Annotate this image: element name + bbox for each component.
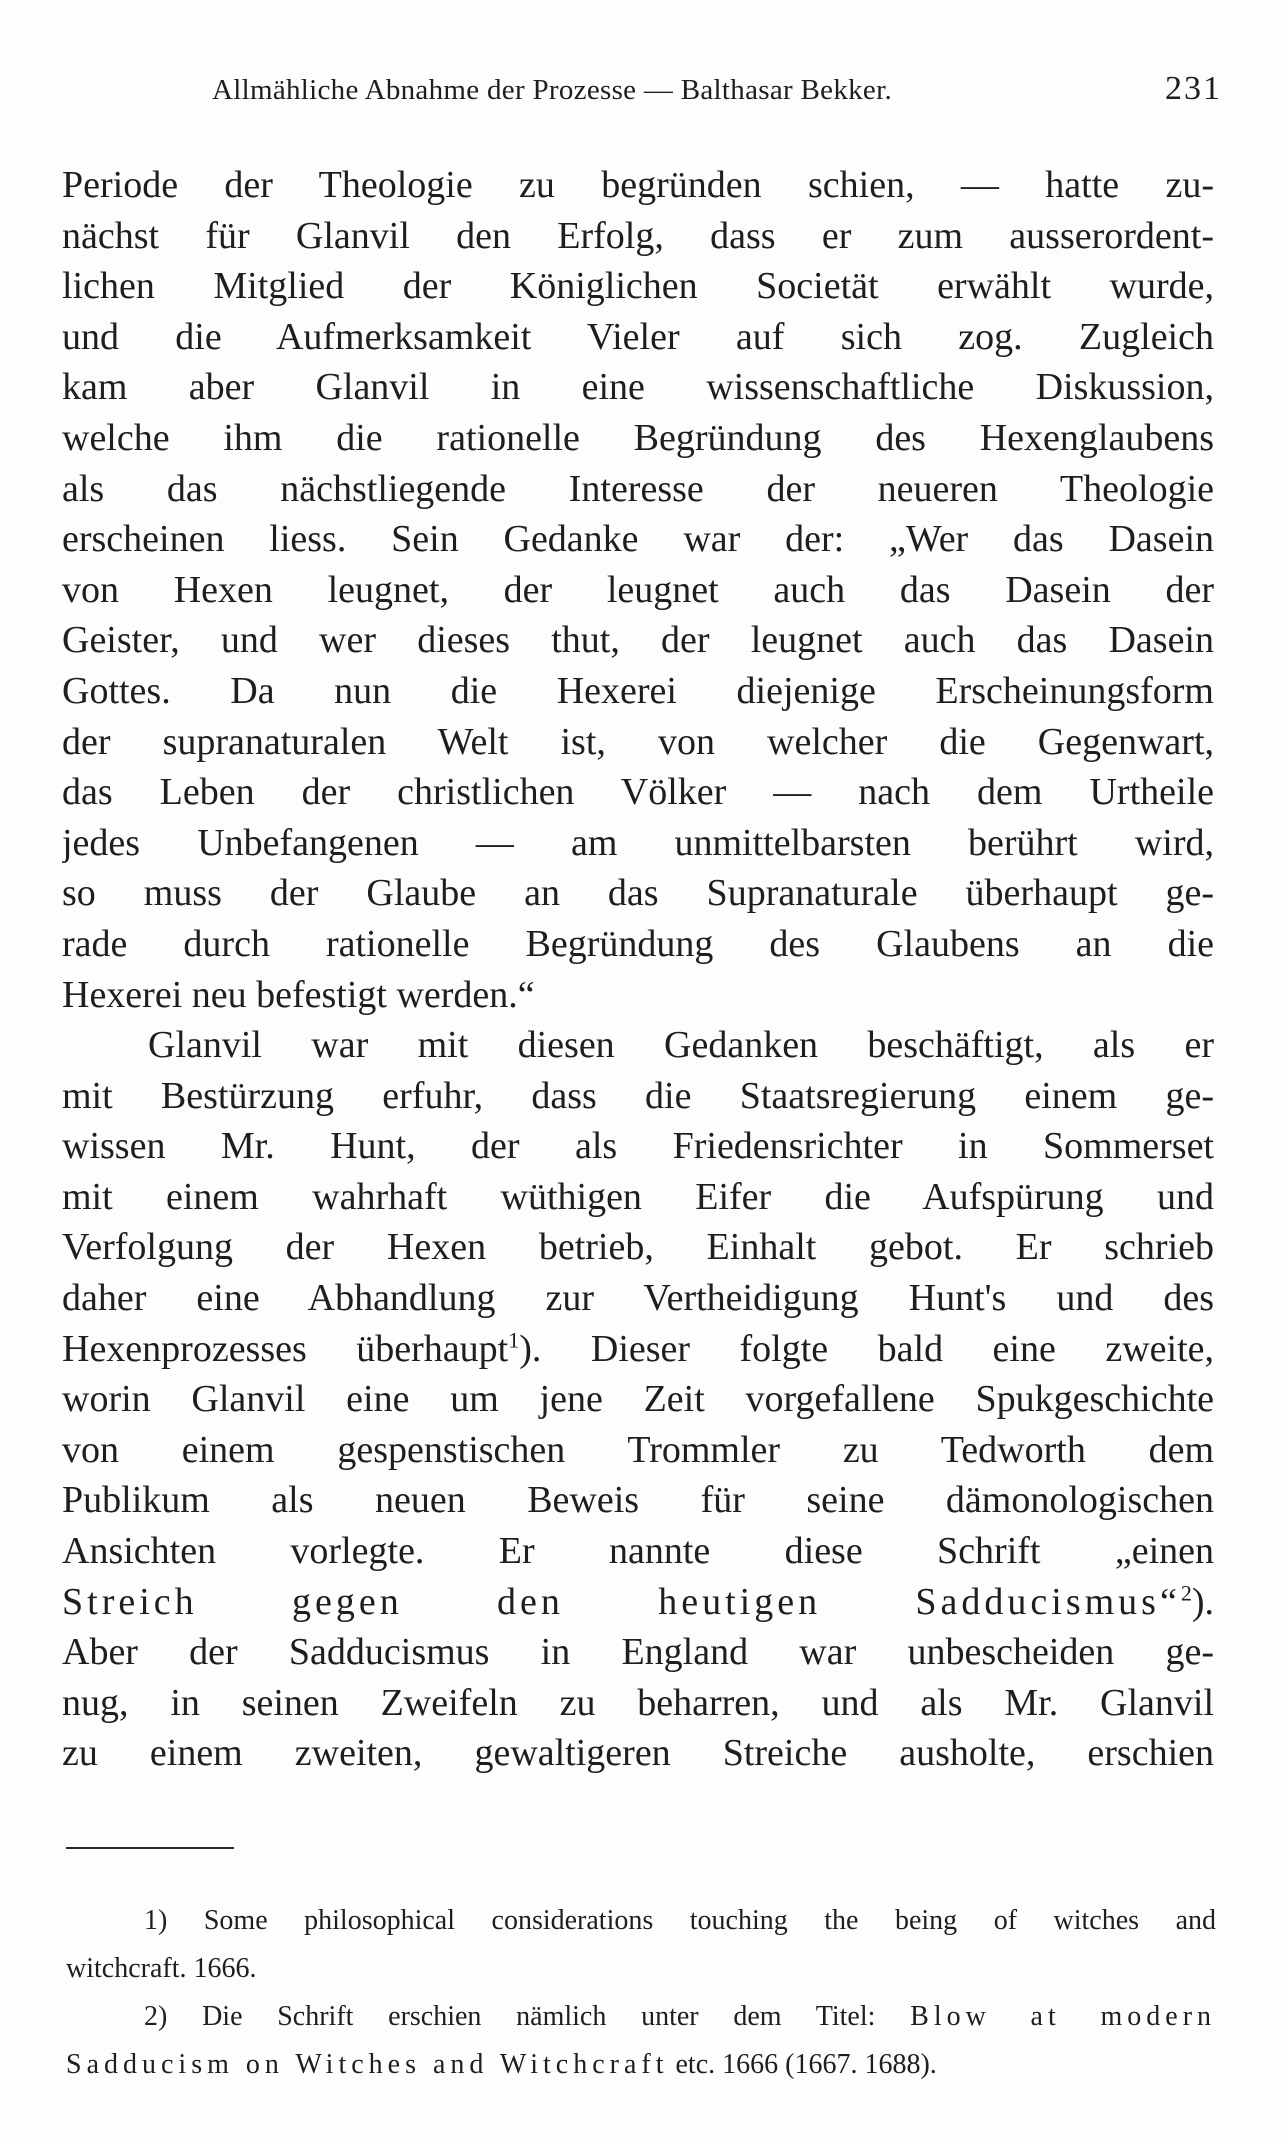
text-line: Publikum als neuen Beweis für seine dämonologischen [62, 1479, 1214, 1522]
text-line: daher eine Abhandlung zur Vertheidigung Hunt's und des [62, 1277, 1214, 1320]
footnote-reference: 2 [1180, 1579, 1192, 1605]
text-line: Periode der Theologie zu begründen schien, — hatte zu- [62, 164, 1214, 206]
footnote-1 [66, 1897, 1216, 1945]
text-segment: Streich gegen den heutigen Sadducismus“ [62, 1580, 1181, 1623]
footnote-1-continuation: witchcraft. 1666. [66, 1953, 257, 1984]
page-number: 231 [1165, 70, 1222, 107]
footnote-2 [66, 1993, 1216, 2041]
text-line: lichen Mitglied der Königlichen Societät erwählt wurde, [62, 265, 1214, 308]
text-line: von einem gespenstischen Trommler zu Tedworth dem [62, 1428, 1214, 1471]
text-line: welche ihm die rationelle Begründung des Hexenglaubens [62, 416, 1214, 459]
text-line: rade durch rationelle Begründung des Glaubens an die [62, 922, 1214, 965]
text-segment: Hexenprozesses überhaupt [62, 1327, 509, 1370]
text-segment: ). [1191, 1580, 1214, 1623]
footnote-marker: 2) [144, 2001, 168, 2032]
text-line: nächst für Glanvil den Erfolg, dass er zum ausserordent- [62, 214, 1214, 257]
footnote-text: Die Schrift erschien nämlich unter dem Titel: [202, 2001, 876, 2032]
footnote-separator [66, 1847, 234, 1849]
text-line: von Hexen leugnet, der leugnet auch das Dasein der [62, 568, 1214, 611]
text-line: Ansichten vorlegte. Er nannte diese Schrift „einen [62, 1530, 1214, 1573]
text-line: mit Bestürzung erfuhr, dass die Staatsregierung einem ge- [62, 1074, 1214, 1117]
text-line: zu einem zweiten, gewaltigeren Streiche ausholte, erschien [62, 1732, 1214, 1775]
text-line: so muss der Glaube an das Supranaturale überhaupt ge- [62, 872, 1214, 915]
text-line: der supranaturalen Welt ist, von welcher die Gegenwart, [62, 720, 1214, 763]
footnote-reference: 1 [508, 1327, 520, 1352]
text-line: und die Aufmerksamkeit Vieler auf sich zog. Zugleich [62, 315, 1214, 358]
text-line [62, 1324, 1214, 1375]
text-line: worin Glanvil eine um jene Zeit vorgefallene Spukgeschichte [62, 1378, 1214, 1421]
footnote-marker: 1) [144, 1905, 168, 1936]
text-line: erscheinen liess. Sein Gedanke war der: „Wer das Dasein [62, 518, 1214, 561]
text-line: kam aber Glanvil in eine wissenschaftliche Diskussion, [62, 366, 1214, 409]
text-line: wissen Mr. Hunt, der als Friedensrichter in Sommerset [62, 1125, 1214, 1168]
text-line: Verfolgung der Hexen betrieb, Einhalt gebot. Er schrieb [62, 1226, 1214, 1269]
footnote-title: Sadducism on Witches and Witchcraft [66, 2049, 669, 2080]
text-segment: ). Dieser folgte bald eine zweite, [519, 1327, 1214, 1370]
footnote-title: Blow at modern [910, 2001, 1216, 2032]
text-line: als das nächstliegende Interesse der neueren Theologie [62, 467, 1214, 510]
main-text [62, 160, 1214, 1779]
text-line: Geister, und wer dieses thut, der leugnet auch das Dasein [62, 619, 1214, 662]
page-header [212, 66, 1222, 116]
footnote-text: Some philosophical considerations touching the being of witches and [203, 1905, 1216, 1936]
text-line: nug, in seinen Zweifeln zu beharren, und als Mr. Glanvil [62, 1681, 1214, 1724]
running-title: Allmähliche Abnahme der Prozesse — Balthasar Bekker. [212, 74, 892, 106]
footnote-text: etc. 1666 (1667. 1688). [675, 2049, 937, 2080]
text-line [62, 1577, 1214, 1628]
text-line: Glanvil war mit diesen Gedanken beschäftigt, als er [148, 1024, 1214, 1067]
text-line: das Leben der christlichen Völker — nach dem Urtheile [62, 771, 1214, 814]
footnote-2-continuation [66, 2041, 1216, 2089]
text-line: Gottes. Da nun die Hexerei diejenige Erscheinungsform [62, 669, 1214, 712]
text-line: jedes Unbefangenen — am unmittelbarsten berührt wird, [62, 821, 1214, 864]
text-line: Hexerei neu befestigt werden.“ [62, 973, 535, 1016]
text-line: mit einem wahrhaft wüthigen Eifer die Aufspürung und [62, 1175, 1214, 1218]
text-line: Aber der Sadducismus in England war unbescheiden ge- [62, 1631, 1214, 1674]
footnotes [66, 1897, 1216, 2089]
